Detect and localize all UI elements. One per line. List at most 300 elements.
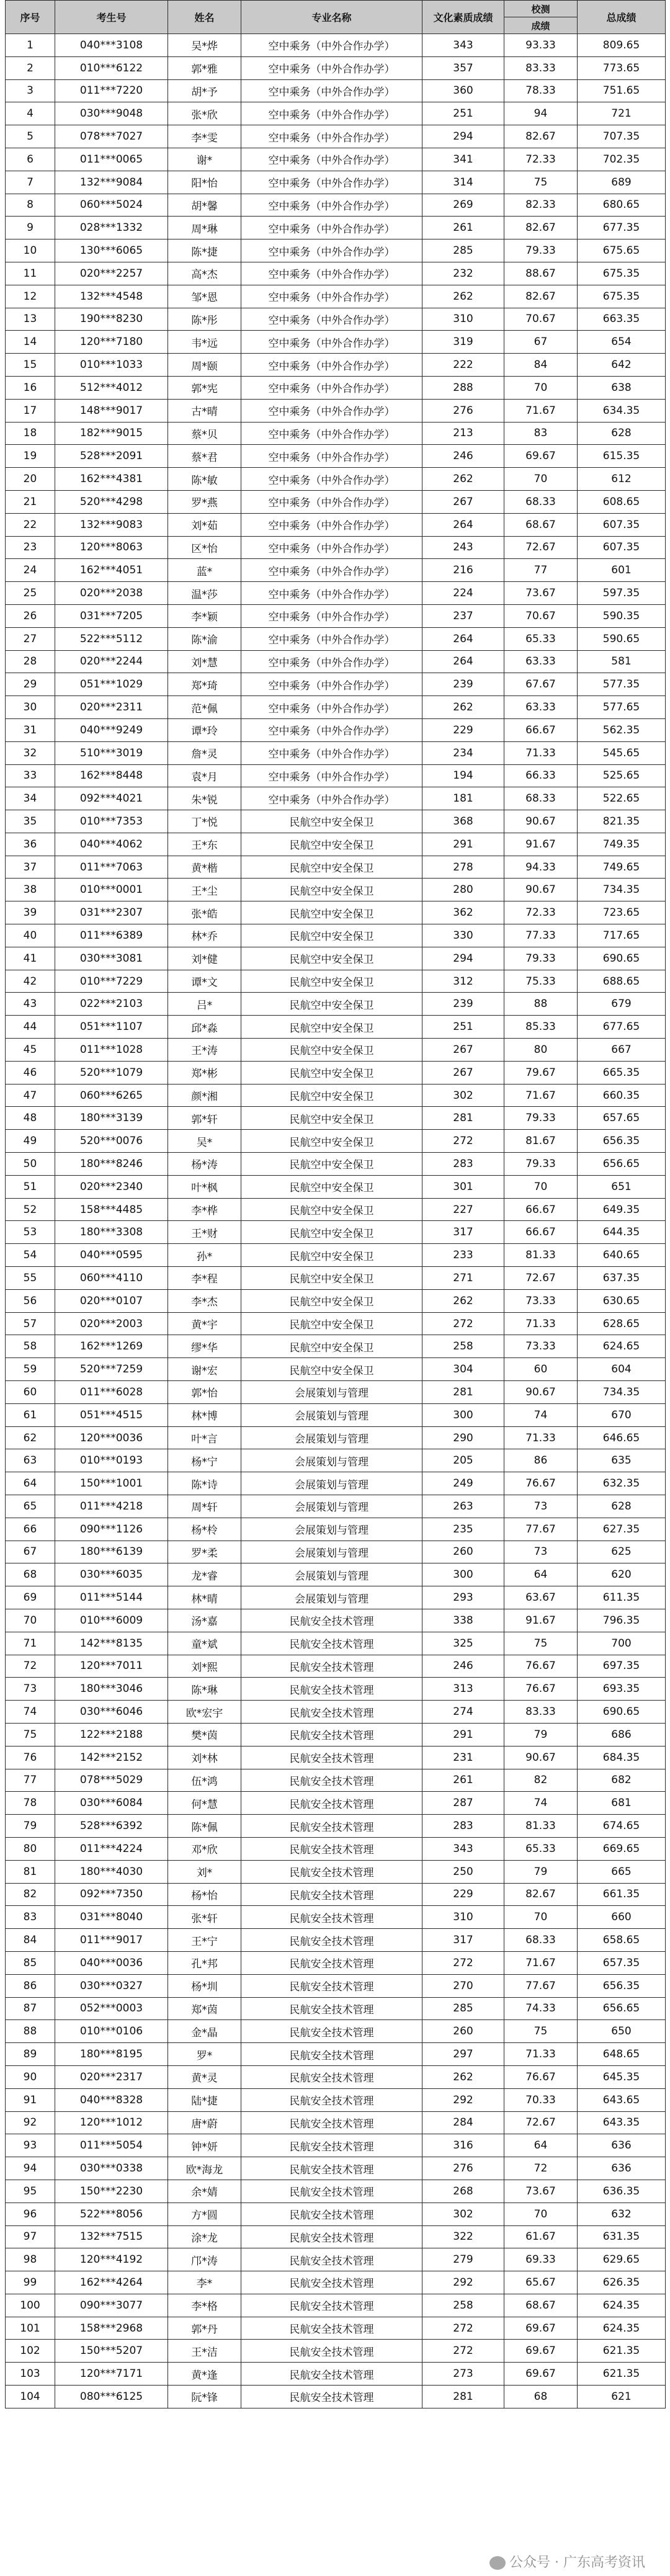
cell-seq: 54 bbox=[6, 1244, 55, 1267]
cell-school-test-score: 73.67 bbox=[504, 2180, 578, 2203]
cell-total: 624.35 bbox=[578, 2317, 666, 2340]
cell-exam-no: 162***4381 bbox=[55, 468, 168, 491]
cell-name: 伍*鸿 bbox=[168, 1769, 241, 1792]
cell-school-test-score: 68 bbox=[504, 2386, 578, 2408]
cell-seq: 50 bbox=[6, 1153, 55, 1176]
cell-major: 民航安全技术管理 bbox=[241, 2157, 422, 2180]
cell-culture-score: 290 bbox=[422, 1426, 504, 1449]
cell-culture-score: 269 bbox=[422, 194, 504, 217]
cell-school-test-score: 71.33 bbox=[504, 1426, 578, 1449]
cell-total: 677.35 bbox=[578, 217, 666, 239]
cell-seq: 82 bbox=[6, 1883, 55, 1906]
cell-seq: 43 bbox=[6, 993, 55, 1016]
cell-name: 刘* bbox=[168, 1860, 241, 1883]
table-row bbox=[6, 331, 666, 354]
cell-culture-score: 288 bbox=[422, 376, 504, 399]
cell-exam-no: 520***7259 bbox=[55, 1358, 168, 1381]
cell-exam-no: 060***5024 bbox=[55, 194, 168, 217]
table-row bbox=[6, 2225, 666, 2248]
cell-total: 684.35 bbox=[578, 1746, 666, 1769]
table-row bbox=[6, 1860, 666, 1883]
cell-school-test-score: 65.67 bbox=[504, 2271, 578, 2294]
cell-name: 孔*邦 bbox=[168, 1951, 241, 1974]
cell-school-test-score: 82.33 bbox=[504, 194, 578, 217]
cell-seq: 6 bbox=[6, 148, 55, 171]
cell-seq: 7 bbox=[6, 171, 55, 194]
cell-name: 谭*玲 bbox=[168, 718, 241, 741]
cell-seq: 32 bbox=[6, 741, 55, 764]
cell-seq: 74 bbox=[6, 1701, 55, 1724]
table-row bbox=[6, 1221, 666, 1244]
cell-culture-score: 231 bbox=[422, 1746, 504, 1769]
cell-exam-no: 030***3081 bbox=[55, 947, 168, 970]
cell-culture-score: 205 bbox=[422, 1449, 504, 1472]
cell-culture-score: 278 bbox=[422, 856, 504, 879]
cell-exam-no: 028***1332 bbox=[55, 217, 168, 239]
cell-name: 郭*丹 bbox=[168, 2317, 241, 2340]
cell-seq: 93 bbox=[6, 2134, 55, 2157]
cell-school-test-score: 70 bbox=[504, 468, 578, 491]
cell-total: 624.65 bbox=[578, 1335, 666, 1358]
cell-major: 空中乘务（中外合作办学） bbox=[241, 559, 422, 582]
cell-exam-no: 528***6392 bbox=[55, 1815, 168, 1838]
cell-culture-score: 297 bbox=[422, 2043, 504, 2066]
cell-total: 621.35 bbox=[578, 2340, 666, 2363]
cell-total: 642 bbox=[578, 354, 666, 377]
cell-culture-score: 267 bbox=[422, 1039, 504, 1062]
cell-name: 郑*茵 bbox=[168, 1997, 241, 2020]
cell-total: 608.65 bbox=[578, 490, 666, 513]
cell-seq: 56 bbox=[6, 1289, 55, 1312]
cell-total: 660.35 bbox=[578, 1084, 666, 1107]
cell-culture-score: 237 bbox=[422, 604, 504, 627]
cell-name: 王*东 bbox=[168, 833, 241, 856]
cell-name: 张*欣 bbox=[168, 102, 241, 125]
cell-exam-no: 162***8448 bbox=[55, 764, 168, 787]
cell-major: 空中乘务（中外合作办学） bbox=[241, 582, 422, 605]
cell-major: 民航安全技术管理 bbox=[241, 2363, 422, 2386]
cell-culture-score: 258 bbox=[422, 1335, 504, 1358]
table-row bbox=[6, 879, 666, 901]
cell-exam-no: 180***3139 bbox=[55, 1107, 168, 1130]
cell-name: 朱*锐 bbox=[168, 787, 241, 810]
cell-major: 民航安全技术管理 bbox=[241, 1997, 422, 2020]
cell-major: 民航安全技术管理 bbox=[241, 1974, 422, 1997]
cell-major: 空中乘务（中外合作办学） bbox=[241, 308, 422, 331]
cell-school-test-score: 67.67 bbox=[504, 673, 578, 696]
cell-name: 周*琳 bbox=[168, 217, 241, 239]
cell-culture-score: 343 bbox=[422, 1837, 504, 1860]
cell-total: 734.35 bbox=[578, 1381, 666, 1404]
cell-culture-score: 263 bbox=[422, 1495, 504, 1518]
cell-seq: 10 bbox=[6, 239, 55, 262]
cell-seq: 62 bbox=[6, 1426, 55, 1449]
cell-major: 民航空中安全保卫 bbox=[241, 1312, 422, 1335]
table-row bbox=[6, 1929, 666, 1952]
cell-major: 空中乘务（中外合作办学） bbox=[241, 331, 422, 354]
cell-seq: 18 bbox=[6, 422, 55, 445]
cell-seq: 88 bbox=[6, 2020, 55, 2043]
cell-exam-no: 522***5112 bbox=[55, 627, 168, 650]
cell-exam-no: 010***0106 bbox=[55, 2020, 168, 2043]
cell-name: 樊*茵 bbox=[168, 1723, 241, 1746]
cell-exam-no: 030***6035 bbox=[55, 1563, 168, 1586]
cell-name: 黄*灵 bbox=[168, 2065, 241, 2088]
cell-culture-score: 273 bbox=[422, 2363, 504, 2386]
cell-seq: 26 bbox=[6, 604, 55, 627]
cell-major: 民航空中安全保卫 bbox=[241, 1335, 422, 1358]
cell-culture-score: 264 bbox=[422, 627, 504, 650]
cell-total: 597.35 bbox=[578, 582, 666, 605]
cell-school-test-score: 75.33 bbox=[504, 970, 578, 993]
watermark-text: 公众号 · 广东高考资讯 bbox=[509, 2555, 645, 2570]
table-row bbox=[6, 1997, 666, 2020]
cell-total: 721 bbox=[578, 102, 666, 125]
cell-name: 蓝* bbox=[168, 559, 241, 582]
cell-name: 刘*慧 bbox=[168, 650, 241, 673]
cell-total: 629.65 bbox=[578, 2248, 666, 2271]
cell-major: 民航空中安全保卫 bbox=[241, 1289, 422, 1312]
cell-exam-no: 130***6065 bbox=[55, 239, 168, 262]
cell-culture-score: 279 bbox=[422, 2248, 504, 2271]
cell-total: 644.35 bbox=[578, 1221, 666, 1244]
cell-major: 民航安全技术管理 bbox=[241, 2043, 422, 2066]
cell-culture-score: 222 bbox=[422, 354, 504, 377]
cell-total: 697.35 bbox=[578, 1655, 666, 1678]
table-row bbox=[6, 2088, 666, 2111]
cell-major: 空中乘务（中外合作办学） bbox=[241, 376, 422, 399]
cell-exam-no: 020***0107 bbox=[55, 1289, 168, 1312]
cell-school-test-score: 73.33 bbox=[504, 1289, 578, 1312]
table-row bbox=[6, 399, 666, 422]
cell-culture-score: 246 bbox=[422, 1655, 504, 1678]
cell-total: 665 bbox=[578, 1860, 666, 1883]
cell-name: 郭*轩 bbox=[168, 1107, 241, 1130]
cell-name: 陈*捷 bbox=[168, 239, 241, 262]
cell-name: 邓*欣 bbox=[168, 1837, 241, 1860]
cell-seq: 94 bbox=[6, 2157, 55, 2180]
cell-name: 林*晴 bbox=[168, 1586, 241, 1609]
cell-seq: 13 bbox=[6, 308, 55, 331]
cell-school-test-score: 72.33 bbox=[504, 901, 578, 924]
cell-seq: 69 bbox=[6, 1586, 55, 1609]
cell-culture-score: 262 bbox=[422, 696, 504, 719]
cell-major: 民航安全技术管理 bbox=[241, 2088, 422, 2111]
cell-school-test-score: 72.67 bbox=[504, 1267, 578, 1290]
cell-seq: 53 bbox=[6, 1221, 55, 1244]
cell-seq: 98 bbox=[6, 2248, 55, 2271]
cell-school-test-score: 81.67 bbox=[504, 1130, 578, 1153]
cell-total: 658.65 bbox=[578, 1929, 666, 1952]
cell-major: 空中乘务（中外合作办学） bbox=[241, 56, 422, 79]
cell-major: 空中乘务（中外合作办学） bbox=[241, 399, 422, 422]
cell-seq: 67 bbox=[6, 1541, 55, 1563]
cell-culture-score: 294 bbox=[422, 947, 504, 970]
cell-school-test-score: 70 bbox=[504, 1906, 578, 1929]
cell-total: 749.65 bbox=[578, 856, 666, 879]
cell-culture-score: 229 bbox=[422, 1883, 504, 1906]
table-row bbox=[6, 490, 666, 513]
cell-school-test-score: 81.33 bbox=[504, 1815, 578, 1838]
table-row bbox=[6, 56, 666, 79]
cell-total: 638 bbox=[578, 376, 666, 399]
cell-seq: 104 bbox=[6, 2386, 55, 2408]
cell-seq: 78 bbox=[6, 1792, 55, 1815]
cell-seq: 80 bbox=[6, 1837, 55, 1860]
table-row bbox=[6, 582, 666, 605]
cell-name: 阮*锋 bbox=[168, 2386, 241, 2408]
cell-major: 民航空中安全保卫 bbox=[241, 1358, 422, 1381]
cell-seq: 24 bbox=[6, 559, 55, 582]
cell-major: 民航安全技术管理 bbox=[241, 2317, 422, 2340]
table-row bbox=[6, 1153, 666, 1176]
cell-name: 胡*馨 bbox=[168, 194, 241, 217]
cell-seq: 66 bbox=[6, 1518, 55, 1541]
cell-culture-score: 357 bbox=[422, 56, 504, 79]
cell-total: 577.65 bbox=[578, 696, 666, 719]
cell-major: 空中乘务（中外合作办学） bbox=[241, 718, 422, 741]
cell-seq: 39 bbox=[6, 901, 55, 924]
cell-major: 民航空中安全保卫 bbox=[241, 1221, 422, 1244]
cell-seq: 90 bbox=[6, 2065, 55, 2088]
cell-name: 阳*怡 bbox=[168, 171, 241, 194]
header-school-test: 校测 bbox=[504, 1, 578, 17]
cell-seq: 86 bbox=[6, 1974, 55, 1997]
cell-major: 空中乘务（中外合作办学） bbox=[241, 148, 422, 171]
cell-name: 杨*柃 bbox=[168, 1518, 241, 1541]
cell-seq: 73 bbox=[6, 1678, 55, 1701]
cell-seq: 84 bbox=[6, 1929, 55, 1952]
cell-exam-no: 090***3077 bbox=[55, 2294, 168, 2317]
cell-total: 669.65 bbox=[578, 1837, 666, 1860]
cell-school-test-score: 72.67 bbox=[504, 536, 578, 559]
cell-total: 675.65 bbox=[578, 239, 666, 262]
cell-school-test-score: 94 bbox=[504, 102, 578, 125]
cell-school-test-score: 69.67 bbox=[504, 2363, 578, 2386]
cell-total: 665.35 bbox=[578, 1061, 666, 1084]
cell-total: 690.65 bbox=[578, 947, 666, 970]
cell-exam-no: 132***4548 bbox=[55, 285, 168, 308]
cell-culture-score: 233 bbox=[422, 1244, 504, 1267]
table-row bbox=[6, 1746, 666, 1769]
header-school-test-score: 成绩 bbox=[504, 17, 578, 34]
cell-total: 657.35 bbox=[578, 1951, 666, 1974]
cell-culture-score: 224 bbox=[422, 582, 504, 605]
cell-total: 632.35 bbox=[578, 1472, 666, 1495]
cell-seq: 22 bbox=[6, 513, 55, 536]
table-row bbox=[6, 1175, 666, 1198]
cell-major: 空中乘务（中外合作办学） bbox=[241, 696, 422, 719]
table-row bbox=[6, 2203, 666, 2225]
cell-total: 796.35 bbox=[578, 1609, 666, 1632]
cell-name: 郑*琦 bbox=[168, 673, 241, 696]
cell-seq: 46 bbox=[6, 1061, 55, 1084]
cell-exam-no: 010***7229 bbox=[55, 970, 168, 993]
cell-seq: 79 bbox=[6, 1815, 55, 1838]
cell-total: 562.35 bbox=[578, 718, 666, 741]
cell-school-test-score: 69.67 bbox=[504, 2317, 578, 2340]
cell-seq: 59 bbox=[6, 1358, 55, 1381]
cell-exam-no: 051***4515 bbox=[55, 1403, 168, 1426]
cell-name: 蔡*贝 bbox=[168, 422, 241, 445]
cell-school-test-score: 90.67 bbox=[504, 879, 578, 901]
cell-school-test-score: 85.33 bbox=[504, 1016, 578, 1039]
cell-major: 民航空中安全保卫 bbox=[241, 1198, 422, 1221]
cell-seq: 34 bbox=[6, 787, 55, 810]
table-row bbox=[6, 947, 666, 970]
cell-name: 陈*诗 bbox=[168, 1472, 241, 1495]
table-row bbox=[6, 171, 666, 194]
cell-exam-no: 030***9048 bbox=[55, 102, 168, 125]
cell-culture-score: 262 bbox=[422, 1289, 504, 1312]
cell-major: 民航安全技术管理 bbox=[241, 2294, 422, 2317]
wechat-icon bbox=[489, 2556, 506, 2570]
cell-name: 钟*妍 bbox=[168, 2134, 241, 2157]
table-row bbox=[6, 741, 666, 764]
cell-total: 686 bbox=[578, 1723, 666, 1746]
cell-major: 会展策划与管理 bbox=[241, 1381, 422, 1404]
cell-name: 陈*彤 bbox=[168, 308, 241, 331]
cell-name: 杨*涛 bbox=[168, 1153, 241, 1176]
cell-major: 会展策划与管理 bbox=[241, 1518, 422, 1541]
cell-total: 545.65 bbox=[578, 741, 666, 764]
cell-exam-no: 120***8063 bbox=[55, 536, 168, 559]
cell-culture-score: 276 bbox=[422, 2157, 504, 2180]
cell-seq: 49 bbox=[6, 1130, 55, 1153]
cell-seq: 30 bbox=[6, 696, 55, 719]
table-row bbox=[6, 1358, 666, 1381]
cell-total: 654 bbox=[578, 331, 666, 354]
table-row bbox=[6, 1951, 666, 1974]
table-header bbox=[6, 1, 666, 34]
cell-culture-score: 267 bbox=[422, 1061, 504, 1084]
table-row bbox=[6, 2134, 666, 2157]
cell-total: 628 bbox=[578, 422, 666, 445]
cell-school-test-score: 73 bbox=[504, 1495, 578, 1518]
cell-total: 624.35 bbox=[578, 2294, 666, 2317]
cell-major: 民航空中安全保卫 bbox=[241, 1244, 422, 1267]
cell-name: 温*莎 bbox=[168, 582, 241, 605]
table-row bbox=[6, 1769, 666, 1792]
cell-exam-no: 180***8195 bbox=[55, 2043, 168, 2066]
cell-seq: 96 bbox=[6, 2203, 55, 2225]
cell-exam-no: 040***4062 bbox=[55, 833, 168, 856]
cell-culture-score: 264 bbox=[422, 513, 504, 536]
cell-major: 民航安全技术管理 bbox=[241, 2020, 422, 2043]
table-row bbox=[6, 1312, 666, 1335]
cell-total: 682 bbox=[578, 1769, 666, 1792]
cell-seq: 45 bbox=[6, 1039, 55, 1062]
cell-seq: 27 bbox=[6, 627, 55, 650]
cell-name: 邹*恩 bbox=[168, 285, 241, 308]
cell-major: 民航空中安全保卫 bbox=[241, 810, 422, 833]
table-row bbox=[6, 1837, 666, 1860]
cell-name: 龙*睿 bbox=[168, 1563, 241, 1586]
cell-school-test-score: 74.33 bbox=[504, 1997, 578, 2020]
cell-total: 656.35 bbox=[578, 1974, 666, 1997]
cell-major: 会展策划与管理 bbox=[241, 1403, 422, 1426]
cell-school-test-score: 64 bbox=[504, 2134, 578, 2157]
cell-seq: 57 bbox=[6, 1312, 55, 1335]
cell-school-test-score: 67 bbox=[504, 331, 578, 354]
cell-exam-no: 180***3308 bbox=[55, 1221, 168, 1244]
cell-total: 680.65 bbox=[578, 194, 666, 217]
cell-culture-score: 281 bbox=[422, 2386, 504, 2408]
cell-total: 656.65 bbox=[578, 1153, 666, 1176]
cell-total: 723.65 bbox=[578, 901, 666, 924]
cell-major: 民航空中安全保卫 bbox=[241, 947, 422, 970]
cell-total: 773.65 bbox=[578, 56, 666, 79]
cell-school-test-score: 72 bbox=[504, 2157, 578, 2180]
cell-major: 民航安全技术管理 bbox=[241, 1655, 422, 1678]
table-row bbox=[6, 1678, 666, 1701]
cell-culture-score: 246 bbox=[422, 445, 504, 468]
cell-major: 空中乘务（中外合作办学） bbox=[241, 217, 422, 239]
cell-school-test-score: 78.33 bbox=[504, 79, 578, 102]
cell-seq: 4 bbox=[6, 102, 55, 125]
cell-exam-no: 142***8135 bbox=[55, 1632, 168, 1655]
table-row bbox=[6, 1198, 666, 1221]
cell-total: 590.65 bbox=[578, 627, 666, 650]
cell-school-test-score: 71.67 bbox=[504, 399, 578, 422]
cell-total: 749.35 bbox=[578, 833, 666, 856]
table-row bbox=[6, 2363, 666, 2386]
cell-name: 黄*楷 bbox=[168, 856, 241, 879]
cell-major: 民航安全技术管理 bbox=[241, 1883, 422, 1906]
cell-culture-score: 251 bbox=[422, 1016, 504, 1039]
cell-name: 张*轩 bbox=[168, 1906, 241, 1929]
cell-total: 607.35 bbox=[578, 536, 666, 559]
cell-seq: 68 bbox=[6, 1563, 55, 1586]
cell-seq: 37 bbox=[6, 856, 55, 879]
cell-total: 648.65 bbox=[578, 2043, 666, 2066]
cell-culture-score: 313 bbox=[422, 1678, 504, 1701]
cell-exam-no: 180***4030 bbox=[55, 1860, 168, 1883]
cell-total: 677.65 bbox=[578, 1016, 666, 1039]
cell-exam-no: 180***3046 bbox=[55, 1678, 168, 1701]
table-row bbox=[6, 1084, 666, 1107]
table-row bbox=[6, 148, 666, 171]
cell-name: 林*博 bbox=[168, 1403, 241, 1426]
cell-culture-score: 310 bbox=[422, 308, 504, 331]
cell-school-test-score: 69.67 bbox=[504, 2340, 578, 2363]
cell-total: 621.35 bbox=[578, 2363, 666, 2386]
cell-name: 唐*蔚 bbox=[168, 2111, 241, 2134]
cell-exam-no: 040***0036 bbox=[55, 1951, 168, 1974]
cell-seq: 3 bbox=[6, 79, 55, 102]
cell-culture-score: 301 bbox=[422, 1175, 504, 1198]
cell-name: 李*雯 bbox=[168, 125, 241, 148]
cell-seq: 95 bbox=[6, 2180, 55, 2203]
cell-school-test-score: 79.33 bbox=[504, 1153, 578, 1176]
cell-exam-no: 040***3108 bbox=[55, 34, 168, 57]
cell-name: 陈*敏 bbox=[168, 468, 241, 491]
cell-seq: 100 bbox=[6, 2294, 55, 2317]
cell-total: 675.35 bbox=[578, 262, 666, 285]
cell-exam-no: 031***8040 bbox=[55, 1906, 168, 1929]
table-row bbox=[6, 1495, 666, 1518]
cell-total: 645.35 bbox=[578, 2065, 666, 2088]
cell-total: 681 bbox=[578, 1792, 666, 1815]
cell-school-test-score: 66.33 bbox=[504, 764, 578, 787]
cell-name: 古*晴 bbox=[168, 399, 241, 422]
cell-seq: 33 bbox=[6, 764, 55, 787]
cell-exam-no: 020***2257 bbox=[55, 262, 168, 285]
cell-major: 民航安全技术管理 bbox=[241, 1632, 422, 1655]
table-row bbox=[6, 1289, 666, 1312]
cell-school-test-score: 68.67 bbox=[504, 2294, 578, 2317]
table-body bbox=[6, 34, 666, 2408]
